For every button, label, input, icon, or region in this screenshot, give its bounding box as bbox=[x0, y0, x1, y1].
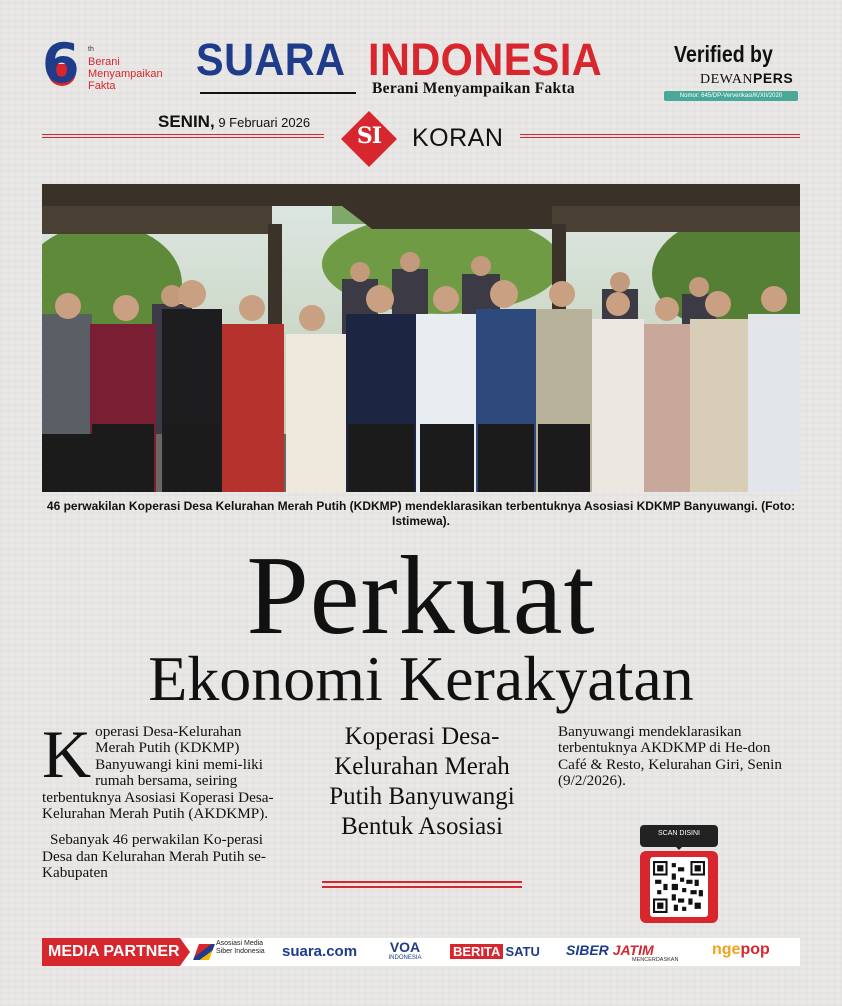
divider-right bbox=[520, 134, 800, 138]
drop-cap: K bbox=[42, 716, 92, 792]
brand-tagline: Berani Menyampaikan Fakta bbox=[372, 80, 575, 97]
partner-siberjatim-logo[interactable]: SIBER JATIM bbox=[566, 942, 654, 958]
partner-siberjatim-subtitle: MENCERDASKAN bbox=[632, 957, 679, 963]
qr-frame bbox=[640, 851, 718, 923]
article-column-3 bbox=[558, 724, 798, 790]
photo-caption: 46 perwakilan Koperasi Desa Kelurahan Merah Putih (KDKMP) mendeklarasikan terbentuknya Asosiasi KDKMP Banyuwangi. (Foto: Istimewa). bbox=[46, 499, 796, 528]
qr-code-block[interactable] bbox=[640, 825, 718, 923]
brand-name-part1: SUARA bbox=[196, 34, 346, 85]
brand-underline bbox=[200, 92, 356, 94]
article-paragraph-1: Koperasi Desa-Kelurahan Merah Putih (KDKMP) Banyuwangi kini memi-liki rumah bersama, seiring terbentuknya Asosiasi Koperasi Desa-Kelurahan Merah Putih (AKDKMP). bbox=[42, 716, 274, 823]
group-photo bbox=[42, 184, 800, 492]
anniversary-text: Berani Menyampaikan Fakta bbox=[88, 56, 163, 92]
verified-title: Verified by bbox=[674, 41, 773, 67]
verified-number: Nomor: 645/DP-Ververikasi/K/XII/2020 bbox=[664, 91, 798, 101]
partner-suara-logo[interactable]: suara.com bbox=[282, 943, 358, 960]
anniversary-badge bbox=[42, 32, 192, 100]
si-logo-text: SI bbox=[356, 123, 382, 149]
partner-ngepop-logo[interactable]: ngepop bbox=[712, 941, 770, 958]
brand-name-part2: INDONESIA bbox=[368, 34, 603, 85]
anniversary-suffix: th bbox=[88, 46, 94, 53]
partner-voa-logo[interactable]: VOA bbox=[389, 939, 421, 955]
partner-amsi-logo[interactable]: Asosiasi Media Siber Indonesia bbox=[196, 940, 276, 956]
headline-sub: Ekonomi Kerakyatan bbox=[148, 643, 694, 714]
partner-voa-subtitle: INDONESIA bbox=[388, 955, 422, 961]
article-paragraph-3: Banyuwangi mendeklarasikan terbentuknya AKDKMP di He-don Café & Resto, Kelurahan Giri, Senin (9/2/2026). bbox=[558, 723, 782, 790]
headline-main: Perkuat bbox=[246, 534, 596, 658]
media-partner-label: MEDIA PARTNER bbox=[42, 938, 180, 966]
issue-date: SENIN, 9 Februari 2026 bbox=[158, 112, 311, 131]
qr-code-icon bbox=[650, 857, 708, 917]
anniversary-number: 6 bbox=[42, 32, 80, 95]
verified-org: DEWANPERS bbox=[700, 70, 794, 87]
qr-label: SCAN DISINI bbox=[640, 825, 718, 847]
partner-beritasatu-logo[interactable]: BERITA SATU bbox=[450, 943, 542, 961]
divider-left bbox=[42, 134, 324, 138]
verified-badge bbox=[664, 40, 800, 104]
edition-label: KORAN bbox=[412, 124, 504, 152]
article-column-1 bbox=[42, 716, 278, 882]
pull-quote-rule bbox=[322, 881, 522, 888]
article-paragraph-2: Sebanyak 46 perwakilan Ko-perasi Desa dan Kelurahan Merah Putih se-Kabupaten bbox=[42, 831, 266, 882]
pull-quote: Koperasi Desa-Kelurahan Merah Putih Banyuwangi Bentuk Asosiasi bbox=[329, 723, 515, 840]
